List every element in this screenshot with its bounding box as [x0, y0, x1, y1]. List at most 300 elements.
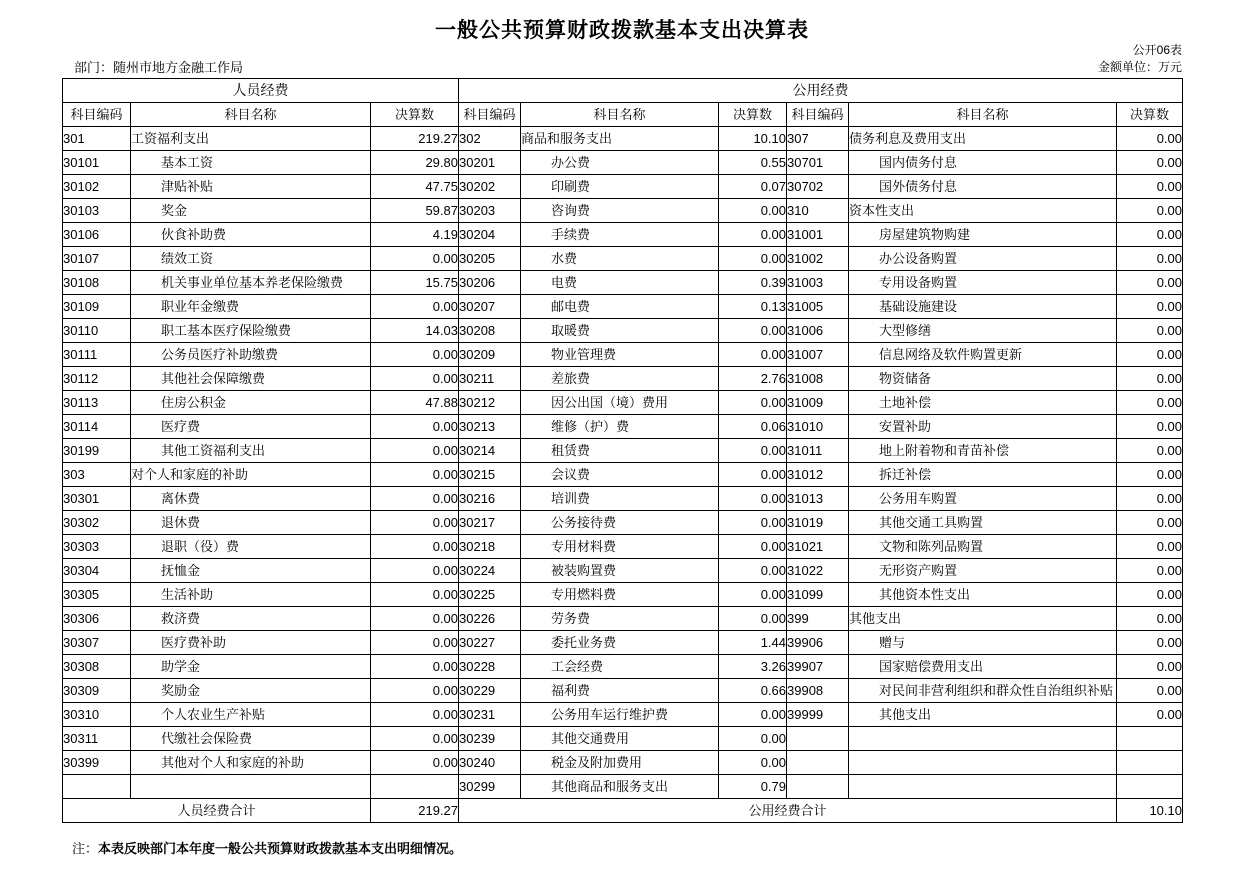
row-name-public-a: 培训费	[521, 487, 719, 511]
row-amount-personnel: 47.75	[371, 175, 459, 199]
row-code-public-a: 30206	[459, 271, 521, 295]
row-code-public-a: 30205	[459, 247, 521, 271]
row-amount-personnel: 0.00	[371, 487, 459, 511]
header-code-3: 科目编码	[787, 103, 849, 127]
row-code-public-b: 39907	[787, 655, 849, 679]
row-amount-public-a: 0.00	[719, 343, 787, 367]
row-name-public-b: 对民间非营利组织和群众性自治组织补贴	[849, 679, 1117, 703]
table-row	[63, 535, 1183, 559]
row-code-personnel: 30106	[63, 223, 131, 247]
table-row	[63, 679, 1183, 703]
table-row	[63, 631, 1183, 655]
row-name-public-a: 公务接待费	[521, 511, 719, 535]
column-header-row	[63, 103, 1183, 127]
row-name-public-b	[849, 775, 1117, 799]
row-code-personnel: 303	[63, 463, 131, 487]
row-amount-public-b: 0.00	[1117, 439, 1183, 463]
row-name-personnel: 基本工资	[131, 151, 371, 175]
table-row	[63, 343, 1183, 367]
row-name-personnel: 津贴补贴	[131, 175, 371, 199]
row-amount-public-b: 0.00	[1117, 391, 1183, 415]
table-row	[63, 583, 1183, 607]
row-amount-public-a: 3.26	[719, 655, 787, 679]
row-name-public-a: 福利费	[521, 679, 719, 703]
row-code-personnel: 30399	[63, 751, 131, 775]
row-name-personnel: 个人农业生产补贴	[131, 703, 371, 727]
row-name-public-b: 无形资产购置	[849, 559, 1117, 583]
row-name-personnel: 代缴社会保险费	[131, 727, 371, 751]
row-name-personnel: 伙食补助费	[131, 223, 371, 247]
table-row	[63, 511, 1183, 535]
row-name-personnel: 工资福利支出	[131, 127, 371, 151]
row-name-public-b: 其他交通工具购置	[849, 511, 1117, 535]
row-code-personnel: 30110	[63, 319, 131, 343]
row-amount-public-b: 0.00	[1117, 559, 1183, 583]
row-amount-public-a: 0.00	[719, 703, 787, 727]
row-name-public-b: 国内债务付息	[849, 151, 1117, 175]
row-code-personnel: 30111	[63, 343, 131, 367]
row-name-public-a: 公务用车运行维护费	[521, 703, 719, 727]
row-code-public-a: 30213	[459, 415, 521, 439]
table-row	[63, 319, 1183, 343]
row-name-personnel: 机关事业单位基本养老保险缴费	[131, 271, 371, 295]
table-row	[63, 703, 1183, 727]
row-name-public-b: 国外债务付息	[849, 175, 1117, 199]
group-personnel: 人员经费	[63, 79, 459, 103]
row-code-public-b: 31013	[787, 487, 849, 511]
row-name-public-a: 商品和服务支出	[521, 127, 719, 151]
personnel-total-value: 219.27	[371, 799, 459, 823]
row-amount-public-b: 0.00	[1117, 175, 1183, 199]
row-code-personnel: 30310	[63, 703, 131, 727]
row-name-public-a: 专用材料费	[521, 535, 719, 559]
row-name-personnel: 医疗费补助	[131, 631, 371, 655]
row-code-public-a: 30229	[459, 679, 521, 703]
row-amount-public-a: 1.44	[719, 631, 787, 655]
row-name-public-a: 物业管理费	[521, 343, 719, 367]
row-name-public-a: 差旅费	[521, 367, 719, 391]
row-amount-personnel: 0.00	[371, 655, 459, 679]
budget-table-body	[63, 127, 1183, 799]
row-code-public-b	[787, 751, 849, 775]
row-code-public-a: 30212	[459, 391, 521, 415]
row-amount-public-a: 0.07	[719, 175, 787, 199]
row-name-public-a: 办公费	[521, 151, 719, 175]
public-total-label: 公用经费合计	[459, 799, 1117, 823]
row-name-public-b: 信息网络及软件购置更新	[849, 343, 1117, 367]
row-name-public-a: 取暖费	[521, 319, 719, 343]
row-amount-public-b: 0.00	[1117, 271, 1183, 295]
row-code-public-b: 39906	[787, 631, 849, 655]
row-amount-public-b: 0.00	[1117, 367, 1183, 391]
row-amount-personnel: 0.00	[371, 751, 459, 775]
row-amount-public-a: 0.00	[719, 463, 787, 487]
row-amount-personnel: 0.00	[371, 631, 459, 655]
row-name-public-b: 其他支出	[849, 607, 1117, 631]
row-name-personnel: 住房公积金	[131, 391, 371, 415]
row-code-public-b: 31022	[787, 559, 849, 583]
row-amount-public-a: 0.79	[719, 775, 787, 799]
row-name-personnel: 绩效工资	[131, 247, 371, 271]
row-name-public-b: 基础设施建设	[849, 295, 1117, 319]
row-amount-public-a: 0.39	[719, 271, 787, 295]
row-amount-public-b: 0.00	[1117, 679, 1183, 703]
row-amount-public-b: 0.00	[1117, 151, 1183, 175]
row-amount-personnel: 0.00	[371, 535, 459, 559]
row-code-public-a: 30231	[459, 703, 521, 727]
row-amount-personnel: 4.19	[371, 223, 459, 247]
row-code-personnel: 30301	[63, 487, 131, 511]
row-name-public-a: 租赁费	[521, 439, 719, 463]
row-name-personnel: 生活补助	[131, 583, 371, 607]
table-row	[63, 223, 1183, 247]
row-code-public-a: 30214	[459, 439, 521, 463]
row-amount-public-a: 10.10	[719, 127, 787, 151]
row-amount-public-b: 0.00	[1117, 415, 1183, 439]
row-amount-public-a: 0.00	[719, 439, 787, 463]
row-name-personnel: 对个人和家庭的补助	[131, 463, 371, 487]
row-name-personnel: 其他社会保障缴费	[131, 367, 371, 391]
row-name-personnel: 助学金	[131, 655, 371, 679]
row-name-public-b: 大型修缮	[849, 319, 1117, 343]
header-amount-3: 决算数	[1117, 103, 1183, 127]
row-code-public-a: 30240	[459, 751, 521, 775]
row-amount-public-a: 0.00	[719, 319, 787, 343]
table-row	[63, 775, 1183, 799]
row-code-public-b: 39999	[787, 703, 849, 727]
table-row	[63, 439, 1183, 463]
row-name-public-b: 专用设备购置	[849, 271, 1117, 295]
row-amount-public-b: 0.00	[1117, 703, 1183, 727]
header-code-1: 科目编码	[63, 103, 131, 127]
row-amount-public-a: 0.13	[719, 295, 787, 319]
row-name-public-b: 债务利息及费用支出	[849, 127, 1117, 151]
table-row	[63, 559, 1183, 583]
row-code-public-a: 30209	[459, 343, 521, 367]
row-code-public-b	[787, 727, 849, 751]
row-amount-personnel: 59.87	[371, 199, 459, 223]
table-row	[63, 151, 1183, 175]
row-name-public-b: 办公设备购置	[849, 247, 1117, 271]
form-meta	[1098, 42, 1182, 76]
row-code-personnel: 30112	[63, 367, 131, 391]
row-name-public-b	[849, 751, 1117, 775]
row-name-public-a: 专用燃料费	[521, 583, 719, 607]
row-code-personnel: 301	[63, 127, 131, 151]
row-name-public-a: 劳务费	[521, 607, 719, 631]
row-amount-public-a: 0.00	[719, 727, 787, 751]
row-amount-public-b: 0.00	[1117, 655, 1183, 679]
row-name-public-a: 税金及附加费用	[521, 751, 719, 775]
row-amount-personnel: 15.75	[371, 271, 459, 295]
row-code-public-b: 31019	[787, 511, 849, 535]
row-code-public-b: 31003	[787, 271, 849, 295]
row-amount-public-a: 0.00	[719, 535, 787, 559]
row-name-public-a: 维修（护）费	[521, 415, 719, 439]
row-amount-personnel: 0.00	[371, 559, 459, 583]
row-amount-public-a: 0.00	[719, 199, 787, 223]
row-name-personnel: 其他工资福利支出	[131, 439, 371, 463]
row-code-public-b	[787, 775, 849, 799]
row-code-personnel: 30114	[63, 415, 131, 439]
row-code-personnel: 30302	[63, 511, 131, 535]
row-amount-public-b: 0.00	[1117, 127, 1183, 151]
row-amount-personnel: 0.00	[371, 439, 459, 463]
row-code-personnel: 30307	[63, 631, 131, 655]
table-row	[63, 415, 1183, 439]
table-row	[63, 751, 1183, 775]
row-amount-public-b: 0.00	[1117, 223, 1183, 247]
row-code-public-a: 30217	[459, 511, 521, 535]
row-code-public-b: 39908	[787, 679, 849, 703]
header-code-2: 科目编码	[459, 103, 521, 127]
row-amount-public-b: 0.00	[1117, 295, 1183, 319]
row-amount-public-a: 0.00	[719, 247, 787, 271]
row-name-public-b: 赠与	[849, 631, 1117, 655]
row-code-personnel: 30113	[63, 391, 131, 415]
row-code-public-a: 30226	[459, 607, 521, 631]
row-code-personnel: 30103	[63, 199, 131, 223]
row-amount-public-b: 0.00	[1117, 631, 1183, 655]
row-amount-public-b: 0.00	[1117, 319, 1183, 343]
row-code-personnel: 30101	[63, 151, 131, 175]
row-amount-public-b: 0.00	[1117, 511, 1183, 535]
row-amount-personnel: 0.00	[371, 511, 459, 535]
row-amount-public-b: 0.00	[1117, 199, 1183, 223]
row-code-public-a: 30224	[459, 559, 521, 583]
row-amount-public-a: 0.55	[719, 151, 787, 175]
row-code-personnel: 30308	[63, 655, 131, 679]
row-code-public-b: 31008	[787, 367, 849, 391]
table-row	[63, 727, 1183, 751]
row-amount-personnel: 0.00	[371, 415, 459, 439]
row-code-public-b: 31011	[787, 439, 849, 463]
row-code-personnel: 30102	[63, 175, 131, 199]
row-amount-personnel: 0.00	[371, 607, 459, 631]
form-number: 公开06表	[1132, 43, 1182, 57]
table-row	[63, 271, 1183, 295]
header-amount-1: 决算数	[371, 103, 459, 127]
budget-table-wrap	[62, 78, 1182, 823]
row-code-public-b: 310	[787, 199, 849, 223]
row-amount-personnel: 0.00	[371, 583, 459, 607]
row-code-public-a: 302	[459, 127, 521, 151]
table-row	[63, 127, 1183, 151]
row-name-personnel: 公务员医疗补助缴费	[131, 343, 371, 367]
row-code-personnel: 30107	[63, 247, 131, 271]
row-name-public-a: 水费	[521, 247, 719, 271]
page-title: 一般公共预算财政拨款基本支出决算表	[435, 19, 809, 42]
header-amount-2: 决算数	[719, 103, 787, 127]
row-name-personnel: 抚恤金	[131, 559, 371, 583]
row-name-public-a: 委托业务费	[521, 631, 719, 655]
row-amount-public-a: 0.06	[719, 415, 787, 439]
row-code-personnel	[63, 775, 131, 799]
row-amount-public-b: 0.00	[1117, 463, 1183, 487]
header-name-1: 科目名称	[131, 103, 371, 127]
row-name-public-a: 印刷费	[521, 175, 719, 199]
row-code-personnel: 30304	[63, 559, 131, 583]
row-name-personnel: 其他对个人和家庭的补助	[131, 751, 371, 775]
public-total-value: 10.10	[1117, 799, 1183, 823]
row-code-public-b: 30701	[787, 151, 849, 175]
row-amount-personnel: 219.27	[371, 127, 459, 151]
row-name-personnel: 退休费	[131, 511, 371, 535]
row-amount-public-b: 0.00	[1117, 607, 1183, 631]
row-name-public-a: 工会经费	[521, 655, 719, 679]
row-code-public-a: 30218	[459, 535, 521, 559]
row-code-personnel: 30305	[63, 583, 131, 607]
row-code-personnel: 30109	[63, 295, 131, 319]
row-amount-public-b: 0.00	[1117, 247, 1183, 271]
row-amount-public-a: 0.00	[719, 511, 787, 535]
row-amount-public-b	[1117, 727, 1183, 751]
row-amount-personnel: 14.03	[371, 319, 459, 343]
row-code-public-b: 31005	[787, 295, 849, 319]
row-amount-personnel: 29.80	[371, 151, 459, 175]
row-name-personnel: 职工基本医疗保险缴费	[131, 319, 371, 343]
group-public: 公用经费	[459, 79, 1183, 103]
row-name-public-b: 物资储备	[849, 367, 1117, 391]
row-code-public-a: 30203	[459, 199, 521, 223]
row-name-public-b: 安置补助	[849, 415, 1117, 439]
row-code-public-a: 30239	[459, 727, 521, 751]
table-row	[63, 199, 1183, 223]
row-name-public-b: 拆迁补偿	[849, 463, 1117, 487]
row-code-public-b: 399	[787, 607, 849, 631]
row-name-public-a: 咨询费	[521, 199, 719, 223]
row-code-public-a: 30225	[459, 583, 521, 607]
row-code-personnel: 30199	[63, 439, 131, 463]
row-code-public-a: 30227	[459, 631, 521, 655]
row-name-public-a: 邮电费	[521, 295, 719, 319]
row-code-public-b: 31009	[787, 391, 849, 415]
row-code-public-b: 31007	[787, 343, 849, 367]
row-name-public-b: 国家赔偿费用支出	[849, 655, 1117, 679]
footnote-label: 注：	[72, 841, 99, 856]
row-amount-public-b	[1117, 751, 1183, 775]
table-row	[63, 295, 1183, 319]
row-amount-public-a: 0.00	[719, 391, 787, 415]
row-name-public-b: 文物和陈列品购置	[849, 535, 1117, 559]
budget-table	[62, 78, 1183, 823]
footnote-text: 本表反映部门本年度一般公共预算财政拨款基本支出明细情况。	[98, 841, 463, 856]
personnel-total-label: 人员经费合计	[63, 799, 371, 823]
row-name-public-a: 被装购置费	[521, 559, 719, 583]
row-amount-public-b: 0.00	[1117, 583, 1183, 607]
row-name-public-b: 公务用车购置	[849, 487, 1117, 511]
table-row	[63, 655, 1183, 679]
row-amount-personnel: 0.00	[371, 679, 459, 703]
row-code-public-a: 30202	[459, 175, 521, 199]
table-row	[63, 247, 1183, 271]
row-code-public-b: 31002	[787, 247, 849, 271]
row-amount-personnel: 0.00	[371, 463, 459, 487]
totals-row	[63, 799, 1183, 823]
row-amount-personnel	[371, 775, 459, 799]
row-amount-public-a: 0.00	[719, 487, 787, 511]
row-code-personnel: 30309	[63, 679, 131, 703]
row-code-personnel: 30311	[63, 727, 131, 751]
row-amount-public-b: 0.00	[1117, 343, 1183, 367]
row-name-public-b: 房屋建筑物购建	[849, 223, 1117, 247]
row-code-public-a: 30211	[459, 367, 521, 391]
row-amount-public-a: 0.00	[719, 223, 787, 247]
row-name-public-b: 其他支出	[849, 703, 1117, 727]
row-amount-public-a: 0.66	[719, 679, 787, 703]
row-code-public-a: 30204	[459, 223, 521, 247]
row-code-personnel: 30306	[63, 607, 131, 631]
row-code-public-a: 30228	[459, 655, 521, 679]
row-code-public-a: 30207	[459, 295, 521, 319]
row-amount-public-a: 0.00	[719, 559, 787, 583]
row-code-public-a: 30215	[459, 463, 521, 487]
row-code-public-b: 31006	[787, 319, 849, 343]
row-name-personnel: 医疗费	[131, 415, 371, 439]
row-name-public-b: 资本性支出	[849, 199, 1117, 223]
row-name-public-a: 因公出国（境）费用	[521, 391, 719, 415]
row-amount-public-a: 0.00	[719, 583, 787, 607]
row-amount-public-a: 2.76	[719, 367, 787, 391]
row-name-public-a: 其他商品和服务支出	[521, 775, 719, 799]
table-row	[63, 487, 1183, 511]
row-name-public-a: 其他交通费用	[521, 727, 719, 751]
row-code-personnel: 30108	[63, 271, 131, 295]
row-code-public-b: 307	[787, 127, 849, 151]
row-code-public-a: 30201	[459, 151, 521, 175]
row-amount-personnel: 0.00	[371, 343, 459, 367]
row-name-personnel: 奖金	[131, 199, 371, 223]
row-code-public-b: 31010	[787, 415, 849, 439]
footnote	[62, 838, 462, 857]
row-name-public-b: 其他资本性支出	[849, 583, 1117, 607]
header-name-3: 科目名称	[849, 103, 1117, 127]
row-name-public-a: 电费	[521, 271, 719, 295]
row-name-personnel: 职业年金缴费	[131, 295, 371, 319]
row-amount-public-a: 0.00	[719, 607, 787, 631]
row-code-public-b: 31012	[787, 463, 849, 487]
table-row	[63, 607, 1183, 631]
row-code-public-a: 30208	[459, 319, 521, 343]
row-code-public-a: 30299	[459, 775, 521, 799]
table-row	[63, 175, 1183, 199]
row-amount-public-b: 0.00	[1117, 535, 1183, 559]
header-name-2: 科目名称	[521, 103, 719, 127]
department-label: 部门：随州市地方金融工作局	[74, 60, 244, 75]
row-amount-personnel: 0.00	[371, 295, 459, 319]
row-name-personnel: 救济费	[131, 607, 371, 631]
group-header-row	[63, 79, 1183, 103]
row-code-public-b: 31001	[787, 223, 849, 247]
row-code-public-b: 30702	[787, 175, 849, 199]
row-name-public-b: 地上附着物和青苗补偿	[849, 439, 1117, 463]
table-row	[63, 391, 1183, 415]
row-name-public-a: 会议费	[521, 463, 719, 487]
table-row	[63, 463, 1183, 487]
row-name-personnel	[131, 775, 371, 799]
row-amount-public-a: 0.00	[719, 751, 787, 775]
row-name-personnel: 离休费	[131, 487, 371, 511]
row-code-public-b: 31021	[787, 535, 849, 559]
row-amount-personnel: 0.00	[371, 727, 459, 751]
row-amount-public-b: 0.00	[1117, 487, 1183, 511]
row-amount-personnel: 0.00	[371, 247, 459, 271]
row-name-public-b	[849, 727, 1117, 751]
row-code-public-a: 30216	[459, 487, 521, 511]
row-name-personnel: 奖励金	[131, 679, 371, 703]
row-code-personnel: 30303	[63, 535, 131, 559]
amount-unit: 金额单位：万元	[1097, 60, 1182, 74]
